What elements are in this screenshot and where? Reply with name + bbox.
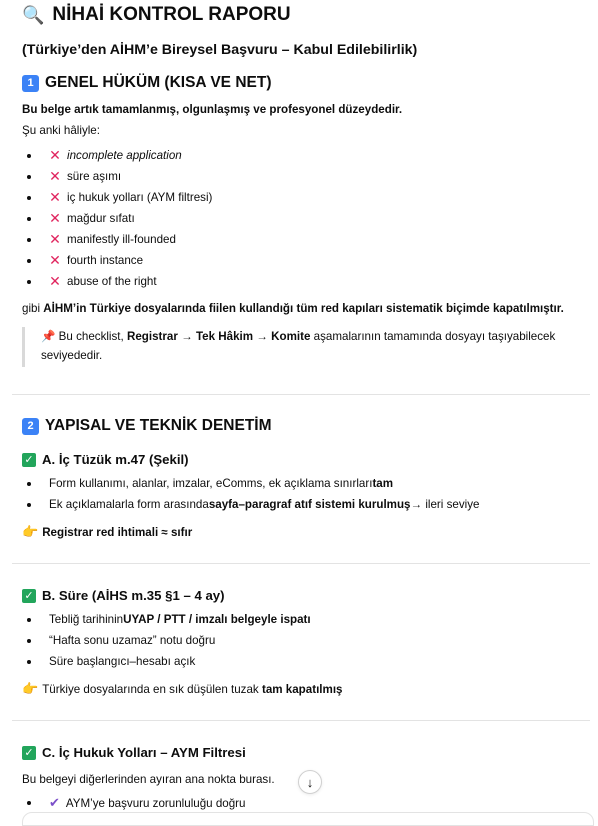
report-subtitle: (Türkiye’den AİHM’e Bireysel Başvuru – Kabul Edilebilirlik) <box>22 42 418 58</box>
cross-icon: ✕ <box>49 231 61 247</box>
list-item-text: → ileri seviye <box>410 498 480 511</box>
list-item-bold: sayfa–paragraf atıf sistemi kurulmuş <box>208 498 411 511</box>
scroll-down-button[interactable] <box>298 770 322 794</box>
divider <box>12 563 590 564</box>
cross-icon: ✕ <box>49 210 61 226</box>
list-item-text: Süre başlangıcı–hesabı açık <box>49 655 196 668</box>
subsection-c-heading-text: C. İç Hukuk Yolları – AYM Filtresi <box>42 745 246 760</box>
note-bold: tam kapatılmış <box>261 683 343 696</box>
list-item <box>22 651 311 672</box>
list-item <box>22 793 246 813</box>
composer-edge <box>22 812 594 826</box>
checklist-quote <box>22 327 589 367</box>
list-item-text: AYM’ye başvuru zorunluluğu doğru <box>65 796 246 810</box>
list-item-bold: UYAP / PTT / imzalı belgeyle ispatı <box>123 613 311 626</box>
quote-registrar: Registrar <box>126 330 178 343</box>
divider <box>12 720 590 721</box>
list-item <box>22 166 212 187</box>
section-1-conclusion <box>22 302 564 315</box>
cross-icon: ✕ <box>49 189 61 205</box>
list-item <box>22 208 212 229</box>
list-item <box>22 630 311 651</box>
check-mark-icon: ✓ <box>22 746 36 760</box>
list-item-text: süre aşımı <box>67 170 122 183</box>
quote-line-2: seviyededir. <box>41 349 103 362</box>
number-2-icon: 2 <box>22 418 39 435</box>
rejection-grounds-list <box>22 145 212 292</box>
section-2-heading-text: YAPISAL VE TEKNİK DENETİM <box>45 417 272 434</box>
subsection-a-list <box>22 473 479 515</box>
pin-icon: 📌 <box>41 330 56 343</box>
cross-icon: ✕ <box>49 273 61 289</box>
conclusion-prefix: gibi <box>22 302 44 315</box>
subsection-c-intro: Bu belgeyi diğerlerinden ayıran ana nokta burası. <box>22 773 275 786</box>
list-item <box>22 609 311 630</box>
subsection-a-note <box>22 524 192 540</box>
list-item <box>22 229 212 250</box>
subsection-c-list <box>22 793 246 813</box>
list-item <box>22 473 479 494</box>
pointing-hand-icon: 👉 <box>22 681 39 696</box>
arrow-down-icon: ↓ <box>306 774 314 790</box>
list-item <box>22 494 479 515</box>
conclusion-bold: AİHM’in Türkiye dosyalarında fiilen kullandığı tüm red kapıları sistematik biçimde kapatılmıştır. <box>43 302 564 315</box>
list-item-bold: tam <box>372 477 394 490</box>
quote-arrow: → <box>253 330 272 343</box>
check-mark-icon: ✔ <box>49 795 60 810</box>
pointing-hand-icon: 👉 <box>22 524 39 539</box>
list-item-text: Ek açıklamalarla form arasında <box>49 498 209 511</box>
subsection-a-heading-text: A. İç Tüzük m.47 (Şekil) <box>42 452 189 467</box>
quote-single-judge: Tek Hâkim <box>195 330 254 343</box>
subsection-b-note <box>22 681 343 697</box>
list-item <box>22 250 212 271</box>
cross-icon: ✕ <box>49 168 61 184</box>
number-1-icon: 1 <box>22 75 39 92</box>
note-bold: Registrar red ihtimali ≈ sıfır <box>42 526 193 539</box>
list-item-text: iç hukuk yolları (AYM filtresi) <box>67 191 213 204</box>
list-item-text: incomplete application <box>67 149 182 162</box>
list-item <box>22 271 212 292</box>
subsection-c-heading <box>22 745 246 760</box>
section-1-heading-text: GENEL HÜKÜM (KISA VE NET) <box>45 74 272 91</box>
section-1-intro: Şu anki hâliyle: <box>22 124 100 137</box>
section-2-heading <box>22 417 272 435</box>
list-item <box>22 187 212 208</box>
quote-suffix: aşamalarının tamamında dosyayı taşıyabilecek <box>310 330 556 343</box>
cross-icon: ✕ <box>49 147 61 163</box>
list-item-text: fourth instance <box>67 254 144 267</box>
magnifier-icon: 🔍 <box>22 4 45 25</box>
subsection-b-heading-text: B. Süre (AİHS m.35 §1 – 4 ay) <box>42 588 225 603</box>
check-mark-icon: ✓ <box>22 589 36 603</box>
list-item-text: “Hafta sonu uzamaz” notu doğru <box>49 634 216 647</box>
list-item-text: Tebliğ tarihinin <box>49 613 124 626</box>
quote-arrow: → <box>177 330 196 343</box>
list-item-text: Form kullanımı, alanlar, imzalar, eComms, ek açıklama sınırları <box>49 477 373 490</box>
check-mark-icon: ✓ <box>22 453 36 467</box>
list-item-text: abuse of the right <box>67 275 157 288</box>
quote-prefix: Bu checklist, <box>58 330 127 343</box>
divider <box>12 394 590 395</box>
report-title <box>22 4 291 26</box>
report-title-text: NİHAİ KONTROL RAPORU <box>52 4 291 25</box>
list-item-text: mağdur sıfatı <box>67 212 135 225</box>
list-item-text: manifestly ill-founded <box>67 233 176 246</box>
subsection-b-list <box>22 609 311 672</box>
section-1-heading <box>22 74 271 92</box>
cross-icon: ✕ <box>49 252 61 268</box>
list-item <box>22 145 212 166</box>
quote-committee: Komite <box>271 330 311 343</box>
subsection-a-heading <box>22 452 189 467</box>
note-text: Türkiye dosyalarında en sık düşülen tuzak <box>42 683 262 696</box>
subsection-b-heading <box>22 588 225 603</box>
section-1-lead: Bu belge artık tamamlanmış, olgunlaşmış ve profesyonel düzeydedir. <box>22 103 403 116</box>
